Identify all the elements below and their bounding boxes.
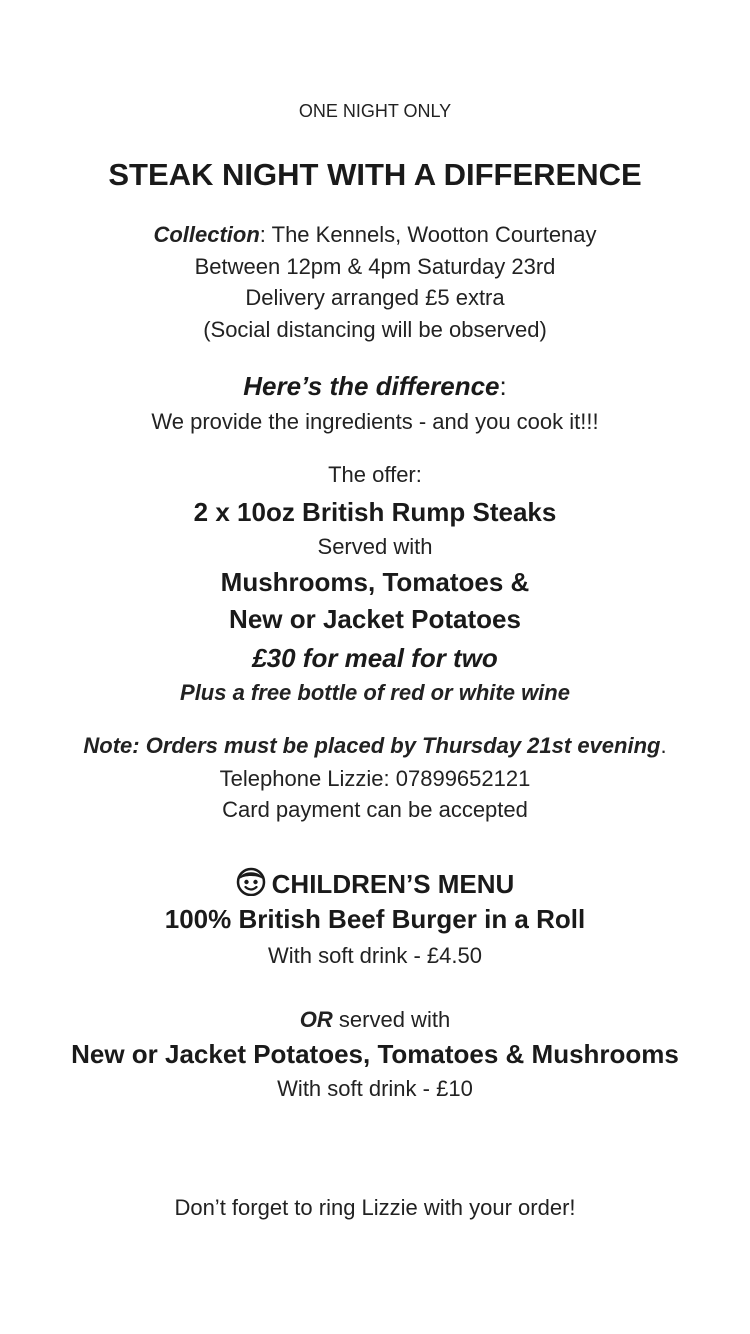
- collection-line: [0, 222, 750, 248]
- children-heading: CHILDREN’S MENU: [0, 866, 750, 903]
- collection-time: Between 12pm & 4pm Saturday 23rd: [194, 254, 556, 279]
- offer-sides-1: Mushrooms, Tomatoes &: [220, 567, 530, 597]
- collection-label: Collection: [153, 222, 260, 247]
- children-item-price: With soft drink - £4.50: [268, 943, 482, 968]
- children-alt-item: New or Jacket Potatoes, Tomatoes & Mushrooms: [71, 1039, 679, 1069]
- offer-price: £30 for meal for two: [252, 643, 498, 673]
- offer-sides-2: New or Jacket Potatoes: [229, 604, 521, 634]
- order-note: Note: Orders must be placed by Thursday 21st evening.: [83, 733, 667, 758]
- children-or-line: OR served with: [299, 1007, 451, 1032]
- collection-location: : The Kennels, Wootton Courtenay: [259, 222, 597, 247]
- offer-intro: The offer:: [328, 462, 422, 487]
- child-face-icon: [236, 866, 266, 903]
- difference-text: We provide the ingredients - and you cook it!!!: [151, 409, 599, 434]
- payment-info: Card payment can be accepted: [222, 797, 528, 822]
- children-item: 100% British Beef Burger in a Roll: [164, 904, 586, 934]
- delivery-info: Delivery arranged £5 extra: [245, 285, 505, 310]
- phone-number: Telephone Lizzie: 07899652121: [219, 766, 531, 791]
- difference-heading: Here’s the difference:: [243, 371, 507, 401]
- distancing-note: (Social distancing will be observed): [203, 317, 547, 342]
- footer-reminder: Don’t forget to ring Lizzie with your order!: [174, 1195, 576, 1220]
- offer-bonus: Plus a free bottle of red or white wine: [180, 680, 570, 705]
- tagline: ONE NIGHT ONLY: [298, 101, 452, 121]
- offer-item: 2 x 10oz British Rump Steaks: [193, 497, 557, 527]
- page-title: STEAK NIGHT WITH A DIFFERENCE: [108, 157, 642, 192]
- children-alt-price: With soft drink - £10: [277, 1076, 473, 1101]
- offer-served-with: Served with: [317, 534, 433, 559]
